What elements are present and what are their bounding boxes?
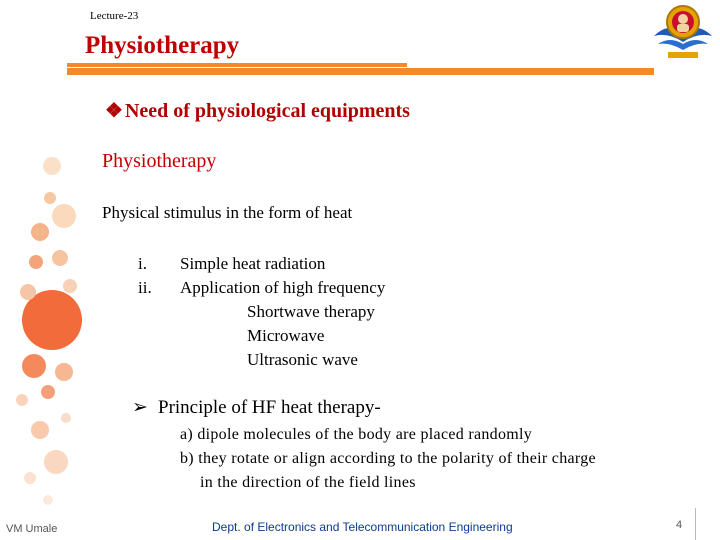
list-item-text: Simple heat radiation [180, 254, 326, 273]
institute-logo-icon [650, 2, 716, 62]
hf-type-item: Ultrasonic wave [247, 350, 358, 369]
principle-point: b) they rotate or align according to the polarity of their charge [180, 450, 596, 467]
principle-point-continuation: in the direction of the field lines [200, 474, 416, 491]
arrow-bullet-icon: ➢ [132, 397, 148, 418]
stimulus-line: Physical stimulus in the form of heat [102, 203, 353, 222]
hf-type-item: Microwave [247, 326, 325, 345]
list-item [138, 276, 385, 300]
principle-heading [132, 396, 381, 419]
lecture-label: Lecture-23 [90, 10, 139, 22]
list-item-number: i. [138, 254, 147, 273]
section-heading-text: Need of physiological equipments [124, 100, 410, 122]
list-item-number: ii. [138, 278, 152, 297]
slide-title: Physiotherapy [85, 32, 240, 59]
principle-heading-text: Principle of HF heat therapy- [158, 397, 381, 418]
title-underline-thin [67, 63, 407, 67]
principle-point: a) dipole molecules of the body are placed randomly [180, 426, 533, 443]
list-item-text: Application of high frequency [180, 278, 386, 297]
list-item [138, 252, 385, 276]
section-heading [105, 98, 410, 123]
diamond-bullet-icon: ❖ [105, 100, 123, 122]
hf-type-item: Shortwave therapy [247, 302, 375, 321]
hf-types-list [247, 300, 375, 372]
heat-method-list [138, 252, 385, 300]
title-underline-thick [67, 68, 654, 75]
page-number: 4 [676, 519, 683, 531]
footer-author: VM Umale [6, 523, 58, 535]
footer-divider [695, 508, 696, 540]
footer-department: Dept. of Electronics and Telecommunication Engineering [212, 520, 513, 534]
principle-points [180, 423, 596, 495]
subheading: Physiotherapy [102, 150, 217, 172]
decorative-circles [0, 0, 100, 540]
